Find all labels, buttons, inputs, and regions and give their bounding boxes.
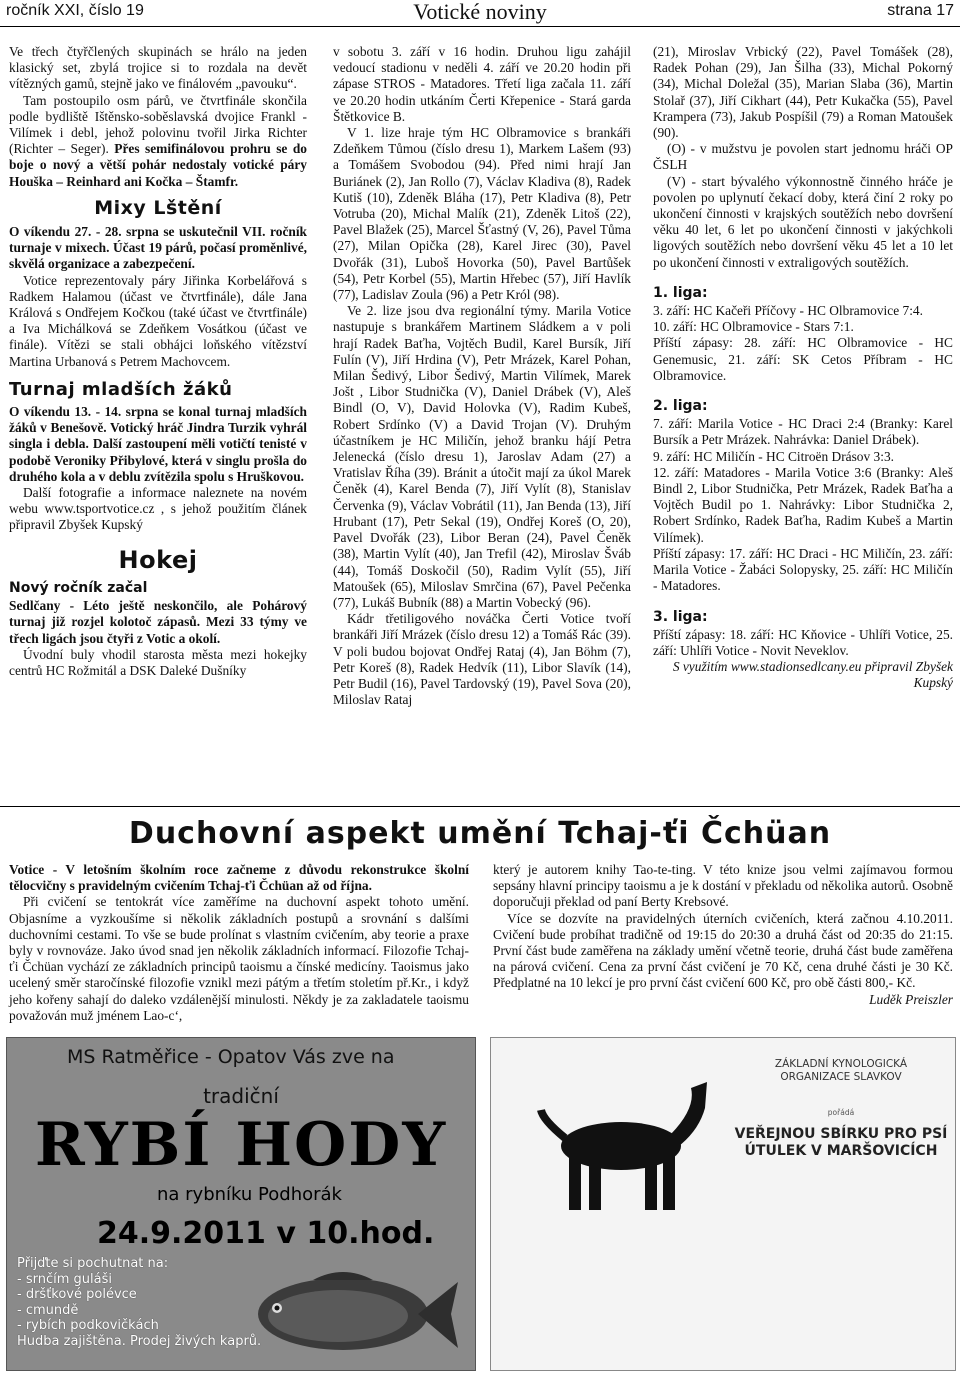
heading-mixy: Mixy Lštění [94,196,222,219]
mixy-lead: O víkendu 27. - 28. srpna se uskutečnil VII. ročník turnaje v mixech. Účast 19 párů, počasí proměnlivé, skvělá organizace a zabezpečení. [9,224,307,272]
ad-traditional: tradiční [203,1084,279,1108]
ad-menu-list [17,1256,261,1349]
column-3 [653,44,953,692]
tchaj-ti-title: Duchovní aspekt umění Tchaj-ťi Čchüan [128,816,832,851]
turnaj-paragraph: Další fotografie a informace naleznete na novém webu www.tsportvotice.cz , s jehož použitím článek připravil Zbyšek Kupský [9,485,307,533]
ad-menu-item: Přijďte si pochutnat na: [17,1256,169,1271]
heading-hokej: Hokej [118,545,198,574]
ad-date: 24.9.2011 v 10.hod. [97,1216,435,1251]
newspaper-title: Votické noviny [413,0,547,24]
liga1-heading: 1. liga: [653,284,708,301]
liga2-paragraph: Ve 2. lize jsou dva regionální týmy. Marila Votice nastupuje s brankářem Martinem Sládkem a v poli hrají Radek Baťha, Vojtěch Budil, Karel Bursík, Jiří Fulín (V), Jiří Hrdina (V), Petr Mrázek, Karel Pohan, Milan Šedivý, Libor Šedivý, Martin Vilímek, Marek Jošt , Libor Studnička (V), Daniel Drábek (V), Aleš Bindl (O, V), David Holovka (V), Radim Kubeš, Robert Srdínko (V) a David Trojan (V). Druhým účastníkem je HC Miličín, jehož branku hájí Petra Jelenecká (číslo dresu 1), Jaroslav Adam (27) a Vratislav Říha (39). Bránit a útočit mají za úkol Marek Čeněk (4), Karel Benda (7), Jiří Vylít (8), Stanislav Červenka (9), Václav Vobrátil (11), Jan Benda (13), Jiří Hrubant (17), Petr Sekal (19), Ondřej Koreš (O, 20), Pavel Dvořák (23), Libor Beran (24), Pavel Čeněk (38), Martin Vylít (40), Jan Trefil (42), Miroslav Šváb (44), Tomáš Doskočil (50), Radim Vylít (55), Jiří Matoušek (65), Miloslav Smrčina (67), Pavel Pečenka (77), Lukáš Bubník (88) a Martin Vobecký (96). [333,303,631,610]
ad-menu-item: - rybích podkovičkách [17,1318,159,1333]
tchaj-ti-column-1 [9,862,469,1024]
roster-end-paragraph: (21), Miroslav Vrbický (22), Pavel Tomášek (28), Radek Pohan (29), Jan Šilha (33), Michal Pokorný (34), Michal Doležal (35), Marian Slaba (36), Martin Stolař (37), Jiří Cikhart (44), Petr Kukačka (55), Pavel Krampera (73), Jakub Pospíšil (79) a Roman Matoušek (90). [653,44,953,141]
fish-feast-ad [6,1037,476,1371]
page-number: strana 17 [887,2,954,19]
tennis-paragraph-2: Tam postoupilo osm párů, ve čtvrtfinále skončila podle bydliště Ištěnsko-soběslavská dvojice Frankl - Vilímek i debl, jehož polovinu tvořil Jirka Richter (Richter – Seger). Přes semifinálovou prohru se do boje o nový a větší pohár nedostaly votické páry Houška – Reinhard ani Kočka – Štamfr. [9,92,307,189]
olbramovice-paragraph: V 1. lize hraje tým HC Olbramovice s brankáři Zdeňkem Tůmou (číslo dresu 1), Markem Lašem (93) a Tomášem Svobodou (94). Před nimi hrají Jan Buriánek (2), Jan Rollo (7), Václav Kladiva (8), Radek Kutiš (10), Zdeněk Bláha (17), Petr Kladiva (8), Petr Votruba (20), Michal Malík (21), Zdeněk Litoš (22), Pavel Blažek (25), Marcel Šťastný (V, 26), Pavel Tůma (27), Milan Opička (28), Karel Jirec (30), Pavel Dvořák (31), Luboš Hovorka (50), Pavel Bartůšek (54), Petr Korbel (55), Martin Hřebec (57), Jiří Havlík (77), Ladislav Zoula (96) a Petr Król (98). [333,125,631,303]
ad-pond: na rybníku Podhorák [157,1184,342,1205]
ad-menu-item: - dršťkové polévce [17,1287,137,1302]
tchaj-ti-paragraph-1: Při cvičení se tentokrát více zaměříme na duchovní aspekt tohoto umění. Objasníme a vyzkoušíme si několik základních postupů a srovnání s dalšími duchovními cestami. To vše se bude prolínat s vlastním cvičením, aby teorie a praxe byly v rovnováze. Jako úvod snad jen několik základních informací. Filozofie Tchaj-ťi Čchüan vychází ze základních principů taoismu a čínské medicíny. Taoismus jako ucelený směr staročínské filozofie vznikl mezi pátým a třetím stoletím př.Kr., i když jeho kořeny sahají do daleko vzdálenější minulosti. Někdy je za zakladatele taoismu považován muž jménem Lao-c‘, [9,894,469,1023]
carp-illustration [243,1264,463,1364]
certi-paragraph: Kádr třetiligového nováčka Čerti Votice tvoří brankáři Jiří Mrázek (číslo dresu 12) a Tomáš Rác (39). V poli budou bojovat Ondřej Rataj (4), Jan Böhm (7), Petr Koreš (8), Radek Hedvík (11), Libor Slavík (14), Petr Budil (16), Pavel Tardovský (19), Pavel Sova (20), Miloslav Rataj [333,611,631,708]
kynology-org: ZÁKLADNÍ KYNOLOGICKÁ ORGANIZACE SLAVKOV [774,1058,908,1083]
heading-novy-rocnik: Nový ročník začal [9,579,148,596]
ad-menu-item: - srnčím guláši [17,1271,112,1287]
rule-o-paragraph: (O) - v mužstvu je povolen start jednomu hráči OP ČSLH [653,141,953,173]
dog-illustration [521,1068,721,1228]
liga3-next: Příští zápasy: 18. září: HC Kňovice - Uhlíři Votice, 25. září: Uhlíři Votice - Novit Neveklov. [653,626,953,658]
liga3-heading: 3. liga: [653,608,708,625]
liga1-result-1: 3. září: HC Kačeři Příčovy - HC Olbramovice 7:4. [653,303,923,319]
tennis-paragraph-1: Ve třech čtyřčlených skupinách se hrálo na jeden klasický set, zbylá trojice si to rozdala na devět vítězných gamů, stejně jako ve finálovém „pavouku“. [9,44,307,92]
dog-shelter-ad [490,1037,956,1371]
ad-menu-item: - cmundě [17,1302,79,1318]
ad-menu-item: Hudba zajištěna. Prodej živých kaprů. [17,1333,262,1349]
hokej-lead: Sedlčany - Léto ještě neskončilo, ale Pohárový turnaj již rozjel kolotoč zápasů. Mezi 33 týmy ve třech ligách jsou čtyři z Votic a okolí. [9,598,307,646]
column-2 [333,44,631,708]
column-1 [9,44,307,679]
column-signature: S využitím www.stadionsedlcany.eu připravil Zbyšek Kupský [672,659,953,691]
liga2-heading: 2. liga: [653,398,708,415]
hokej-paragraph-2: v sobotu 3. září v 16 hodin. Druhou ligu zahájil vedoucí stadionu v neděli 4. září ve 20.20 hodin při zápase STROS - Matadores. Třetí liga začala 11. září ve 20.20 hodin utkáním Čerti Křepenice - Stará garda Štětkovice B. [333,44,631,124]
shelter-title: VEŘEJNOU SBÍRKU PRO PSÍ ÚTULEK V MARŠOVICÍCH [734,1126,948,1159]
liga2-result-2: 9. září: HC Miličín - HC Citroën Drásov 3:3. [653,448,894,464]
turnaj-lead: O víkendu 13. - 14. srpna se konal turnaj mladších žáků v Benešově. Votický hráč Jindra Turzik vyhrál singla i debla. Další zastoupení měli votičtí tenisté v podobě Veroniky Přibylové, která v singlu prošla do druhého kola a v deblu zvítězila spolu s Hruškovou. [9,404,307,484]
liga2-result-3: 12. září: Matadores - Marila Votice 3:6 (Branky: Aleš Bindl 2, Libor Studnička, Petr Mrázek, Radek Baťha a Vojtěch Budil po 1. Nahrávky: Libor Studnička 2, Robert Srdínko, Radek Baťha, Radim Kubeš a Martin Vilímek). [653,464,953,545]
section-divider [0,806,960,807]
mixy-paragraph: Votice reprezentovaly páry Jiřinka Korbelářová s Radkem Halamou (účast ve čtvrtfinále), dále Jana Králová s Ondřejem Kočkou (také účast ve čtvrtfinále) a Iva Michálková se Zdeňkem Vosátkou (účast ve finále). Vítězi se stali obhájci loňského vítězství Martina Urbanová s Petrem Machovcem. [9,272,307,369]
tchaj-ti-paragraph-3: Více se dozvíte na pravidelných úterních cvičeních, která začnou 4.10.2011. Cvičení bude probíhat tradičně od 19:15 do 20:30 a druhá část od 20:35 do 21:15. První část bude zaměřena na základy umění včetně teorie, druhá část bude zaměřena na párová cvičení. Cena za první část cvičení je 70 Kč, cena druhé části je 30 Kč. Předplatné na 10 lekcí je pro první část cvičení 600 Kč, pro obě části 800,- Kč. [493,910,953,991]
liga1-next: Příští zápasy: 28. září: HC Olbramovice - HC Genemusic, 21. září: SK Cetos Příbram - HC Olbramovice. [653,335,953,383]
tchaj-ti-lead: Votice - V letošním školním roce začneme z důvodu rekonstrukce školní tělocvičny s pravidelným cvičením Tchaj-ťi Čchüan až od října. [9,862,469,894]
heading-turnaj: Turnaj mladších žáků [9,378,233,400]
liga2-next: Příští zápasy: 17. září: HC Draci - HC Miličín, 23. září: Marila Votice - Žabáci Solopysky, 25. září: HC Miličín - Matadores. [653,545,953,594]
liga2-result-1: 7. září: Marila Votice - HC Draci 2:4 (Branky: Karel Bursík a Petr Mrázek. Nahrávka: Daniel Drábek). [653,416,953,448]
ad-fish-title: RYBÍ HODY [34,1110,448,1180]
issue-number: ročník XXI, číslo 19 [6,2,144,19]
hokej-paragraph: Úvodní buly vhodil starosta města mezi hokejky centrů HC Rožmitál a DSK Daleké Dušníky [9,646,307,678]
ad-invite-line: MS Ratměřice - Opatov Vás zve na [67,1046,395,1068]
tchaj-ti-column-2 [493,862,953,1008]
liga1-result-2: 10. září: HC Olbramovice - Stars 7:1. [653,319,854,335]
rule-v-paragraph: (V) - start bývalého výkonnostně činného hráče je povolen po uplynutí čekací doby, která činí 2 roky po ukončení činnosti v krajských soutěžích nebo dovršení věku 40 let, 6 let po ukončení činnosti v jakýchkoli ligových soutěžích nebo dovršení věku 45 let a 10 let po ukončení činnosti v extraligových soutěžích. [653,173,953,270]
kynology-small: pořádá [827,1108,855,1117]
tchaj-ti-paragraph-2: který je autorem knihy Tao-te-ting. V této knize jsou velmi zajímavou formou sepsány hlavní principy taoismu a je k dostání v překladu od několika autorů. Osobně doporučuji překlad od paní Berty Krebsové. [493,862,953,910]
tchaj-ti-signature: Luděk Preiszler [869,991,953,1007]
page-header [0,0,960,27]
